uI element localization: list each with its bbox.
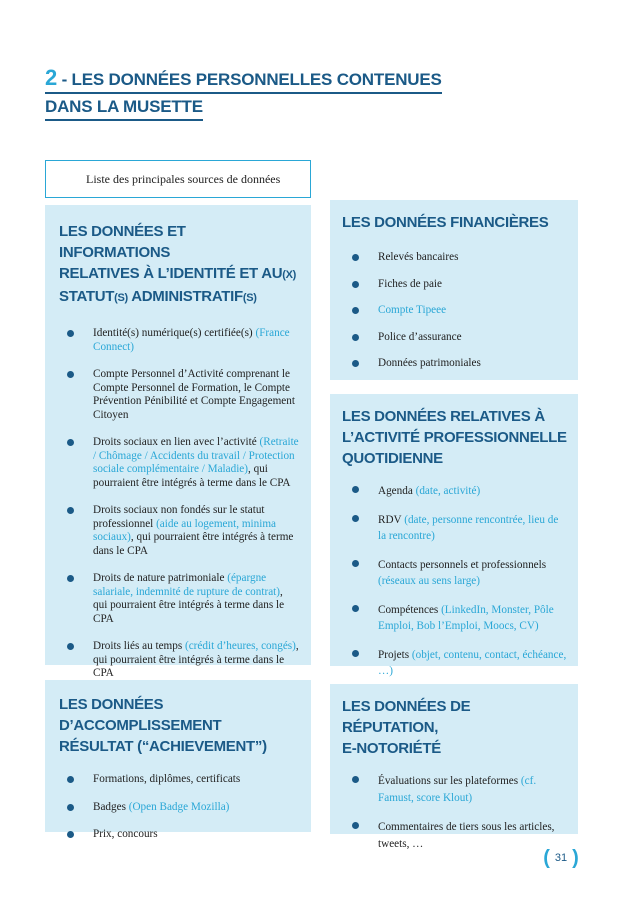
item-text-after: , qui pourraient être intégrés à terme dans le CPA <box>93 463 291 489</box>
list-item <box>93 368 299 422</box>
list-item <box>378 819 568 853</box>
achievement-panel-title: LES DONNÉES D’ACCOMPLISSEMENT RÉSULTAT (“ACHIEVEMENT”) <box>59 696 267 755</box>
item-highlight: (objet, contenu, contact, échéance, …) <box>378 649 567 677</box>
bullet-icon <box>67 831 74 838</box>
bullet-icon <box>352 560 359 567</box>
item-text: Badges <box>93 800 129 813</box>
item-text: Agenda <box>378 485 416 497</box>
item-highlight: (réseaux au sens large) <box>378 575 480 587</box>
bullet-icon <box>352 281 359 288</box>
bullet-icon <box>352 254 359 261</box>
bullet-icon <box>352 776 359 783</box>
reputation-item-list <box>342 773 568 853</box>
list-item <box>378 483 568 499</box>
bullet-icon <box>67 330 74 337</box>
achievement-item-list <box>59 773 301 842</box>
financial-panel-title: LES DONNÉES FINANCIÈRES <box>342 214 549 231</box>
section-heading-line-2: DANS LA MUSETTE <box>45 94 203 121</box>
item-highlight: (date, activité) <box>415 485 481 497</box>
item-highlight: (crédit d’heures, congés) <box>184 640 296 652</box>
item-text-after: , qui pourraient être intégrés à terme dans le CPA <box>93 531 294 557</box>
list-item <box>93 327 299 354</box>
item-text: Police d’assurance <box>378 330 462 343</box>
section-heading-line-1: 2 - LES DONNÉES PERSONNELLES CONTENUES <box>45 65 442 94</box>
list-item <box>93 504 299 558</box>
identity-item-list <box>59 327 299 681</box>
sources-caption: Liste des principales sources de données <box>86 171 281 186</box>
bullet-icon <box>352 360 359 367</box>
item-text: Commentaires de tiers sous les articles, tweets, … <box>378 821 555 850</box>
list-item <box>378 251 568 265</box>
bullet-icon <box>67 371 74 378</box>
item-text: Projets <box>378 649 412 661</box>
list-item <box>378 512 568 544</box>
item-text: Données patrimoniales <box>378 357 481 369</box>
item-highlight: (France Connect) <box>93 327 290 353</box>
list-item <box>93 640 299 681</box>
achievement-data-panel <box>45 680 311 840</box>
item-highlight: Compte Tipeee <box>378 304 447 316</box>
item-highlight: (épargne salariale, indemnité de rupture de contrat) <box>93 572 280 598</box>
item-highlight: (Open Badge Mozilla) <box>128 800 230 813</box>
item-text: Évaluations sur les plateformes <box>378 775 521 787</box>
bullet-icon <box>67 507 74 514</box>
list-item <box>378 304 568 318</box>
item-text: Compétences <box>378 604 442 616</box>
bullet-icon <box>352 307 359 314</box>
section-heading <box>45 65 465 121</box>
page-number: ( 31 ) <box>543 847 579 869</box>
item-text: Prix, concours <box>93 828 158 840</box>
item-text: Droits sociaux en lien avec l’activité <box>93 436 260 448</box>
list-item <box>378 602 568 634</box>
bullet-icon <box>352 822 359 829</box>
sources-caption-box <box>45 160 311 198</box>
list-item <box>93 436 299 490</box>
section-number: 2 <box>45 65 58 90</box>
item-highlight: (LinkedIn, Monster, Pôle Emploi, Bob l’Emploi, Moocs, CV) <box>378 604 554 632</box>
item-highlight: (date, personne rencontrée, lieu de la rencontre) <box>378 514 559 542</box>
list-item <box>378 331 568 345</box>
right-paren-icon: ) <box>572 847 579 869</box>
list-item <box>378 357 568 371</box>
list-item <box>93 828 301 842</box>
item-highlight: (cf. Famust, score Klout) <box>378 775 537 804</box>
item-text: Contacts personnels et professionnels <box>378 559 547 571</box>
bullet-icon <box>67 575 74 582</box>
identity-data-panel <box>45 205 311 679</box>
list-item <box>93 801 301 815</box>
item-text: Formations, diplômes, certificats <box>93 773 241 785</box>
item-text: Droits sociaux non fondés sur le statut professionnel <box>93 504 265 530</box>
activity-panel-title: LES DONNÉES RELATIVES À L’ACTIVITÉ PROFESSIONNELLE QUOTIDIENNE <box>342 408 567 467</box>
item-text: Relevés bancaires <box>378 251 459 263</box>
item-text: Identité(s) numérique(s) certifiée(s) <box>93 327 256 339</box>
item-text: Droits liés au temps <box>93 640 185 652</box>
bullet-icon <box>352 486 359 493</box>
reputation-data-panel <box>330 684 578 850</box>
bullet-icon <box>67 643 74 650</box>
bullet-icon <box>67 439 74 446</box>
activity-item-list <box>342 483 568 679</box>
list-item <box>378 278 568 292</box>
bullet-icon <box>67 804 74 811</box>
list-item <box>93 572 299 626</box>
identity-panel-title: LES DONNÉES ET INFORMATIONS RELATIVES À L’IDENTITÉ ET AU(X) STATUT(S) ADMINISTRATIF(S) <box>59 223 297 305</box>
list-item <box>378 557 568 589</box>
bullet-icon <box>352 334 359 341</box>
bullet-icon <box>352 515 359 522</box>
financial-data-panel <box>330 200 578 380</box>
item-text: RDV <box>378 514 405 526</box>
list-item <box>378 647 568 679</box>
item-text-after: , qui pourraient être intégrés à terme dans le CPA <box>93 640 299 679</box>
list-item <box>378 773 568 807</box>
item-highlight: (aide au logement, minima sociaux) <box>93 517 276 543</box>
item-text-after: , qui pourraient être intégrés à terme dans le CPA <box>93 585 285 625</box>
item-text: Fiches de paie <box>378 277 442 290</box>
bullet-icon <box>352 605 359 612</box>
financial-item-list <box>342 251 568 371</box>
bullet-icon <box>67 776 74 783</box>
left-paren-icon: ( <box>543 847 550 869</box>
list-item <box>93 773 301 787</box>
reputation-panel-title: LES DONNÉES DE RÉPUTATION, E-NOTORIÉTÉ <box>342 698 471 757</box>
item-text: Droits de nature patrimoniale <box>93 572 228 584</box>
professional-activity-panel <box>330 394 578 677</box>
item-text: Compte Personnel d’Activité comprenant le Compte Personnel de Formation, le Compte Prévention Pénibilité et Compte Engagement Citoyen <box>93 368 295 421</box>
item-highlight: (Retraite / Chômage / Accidents du travail / Protection sociale complémentaire / Maladie) <box>93 436 299 475</box>
bullet-icon <box>352 650 359 657</box>
